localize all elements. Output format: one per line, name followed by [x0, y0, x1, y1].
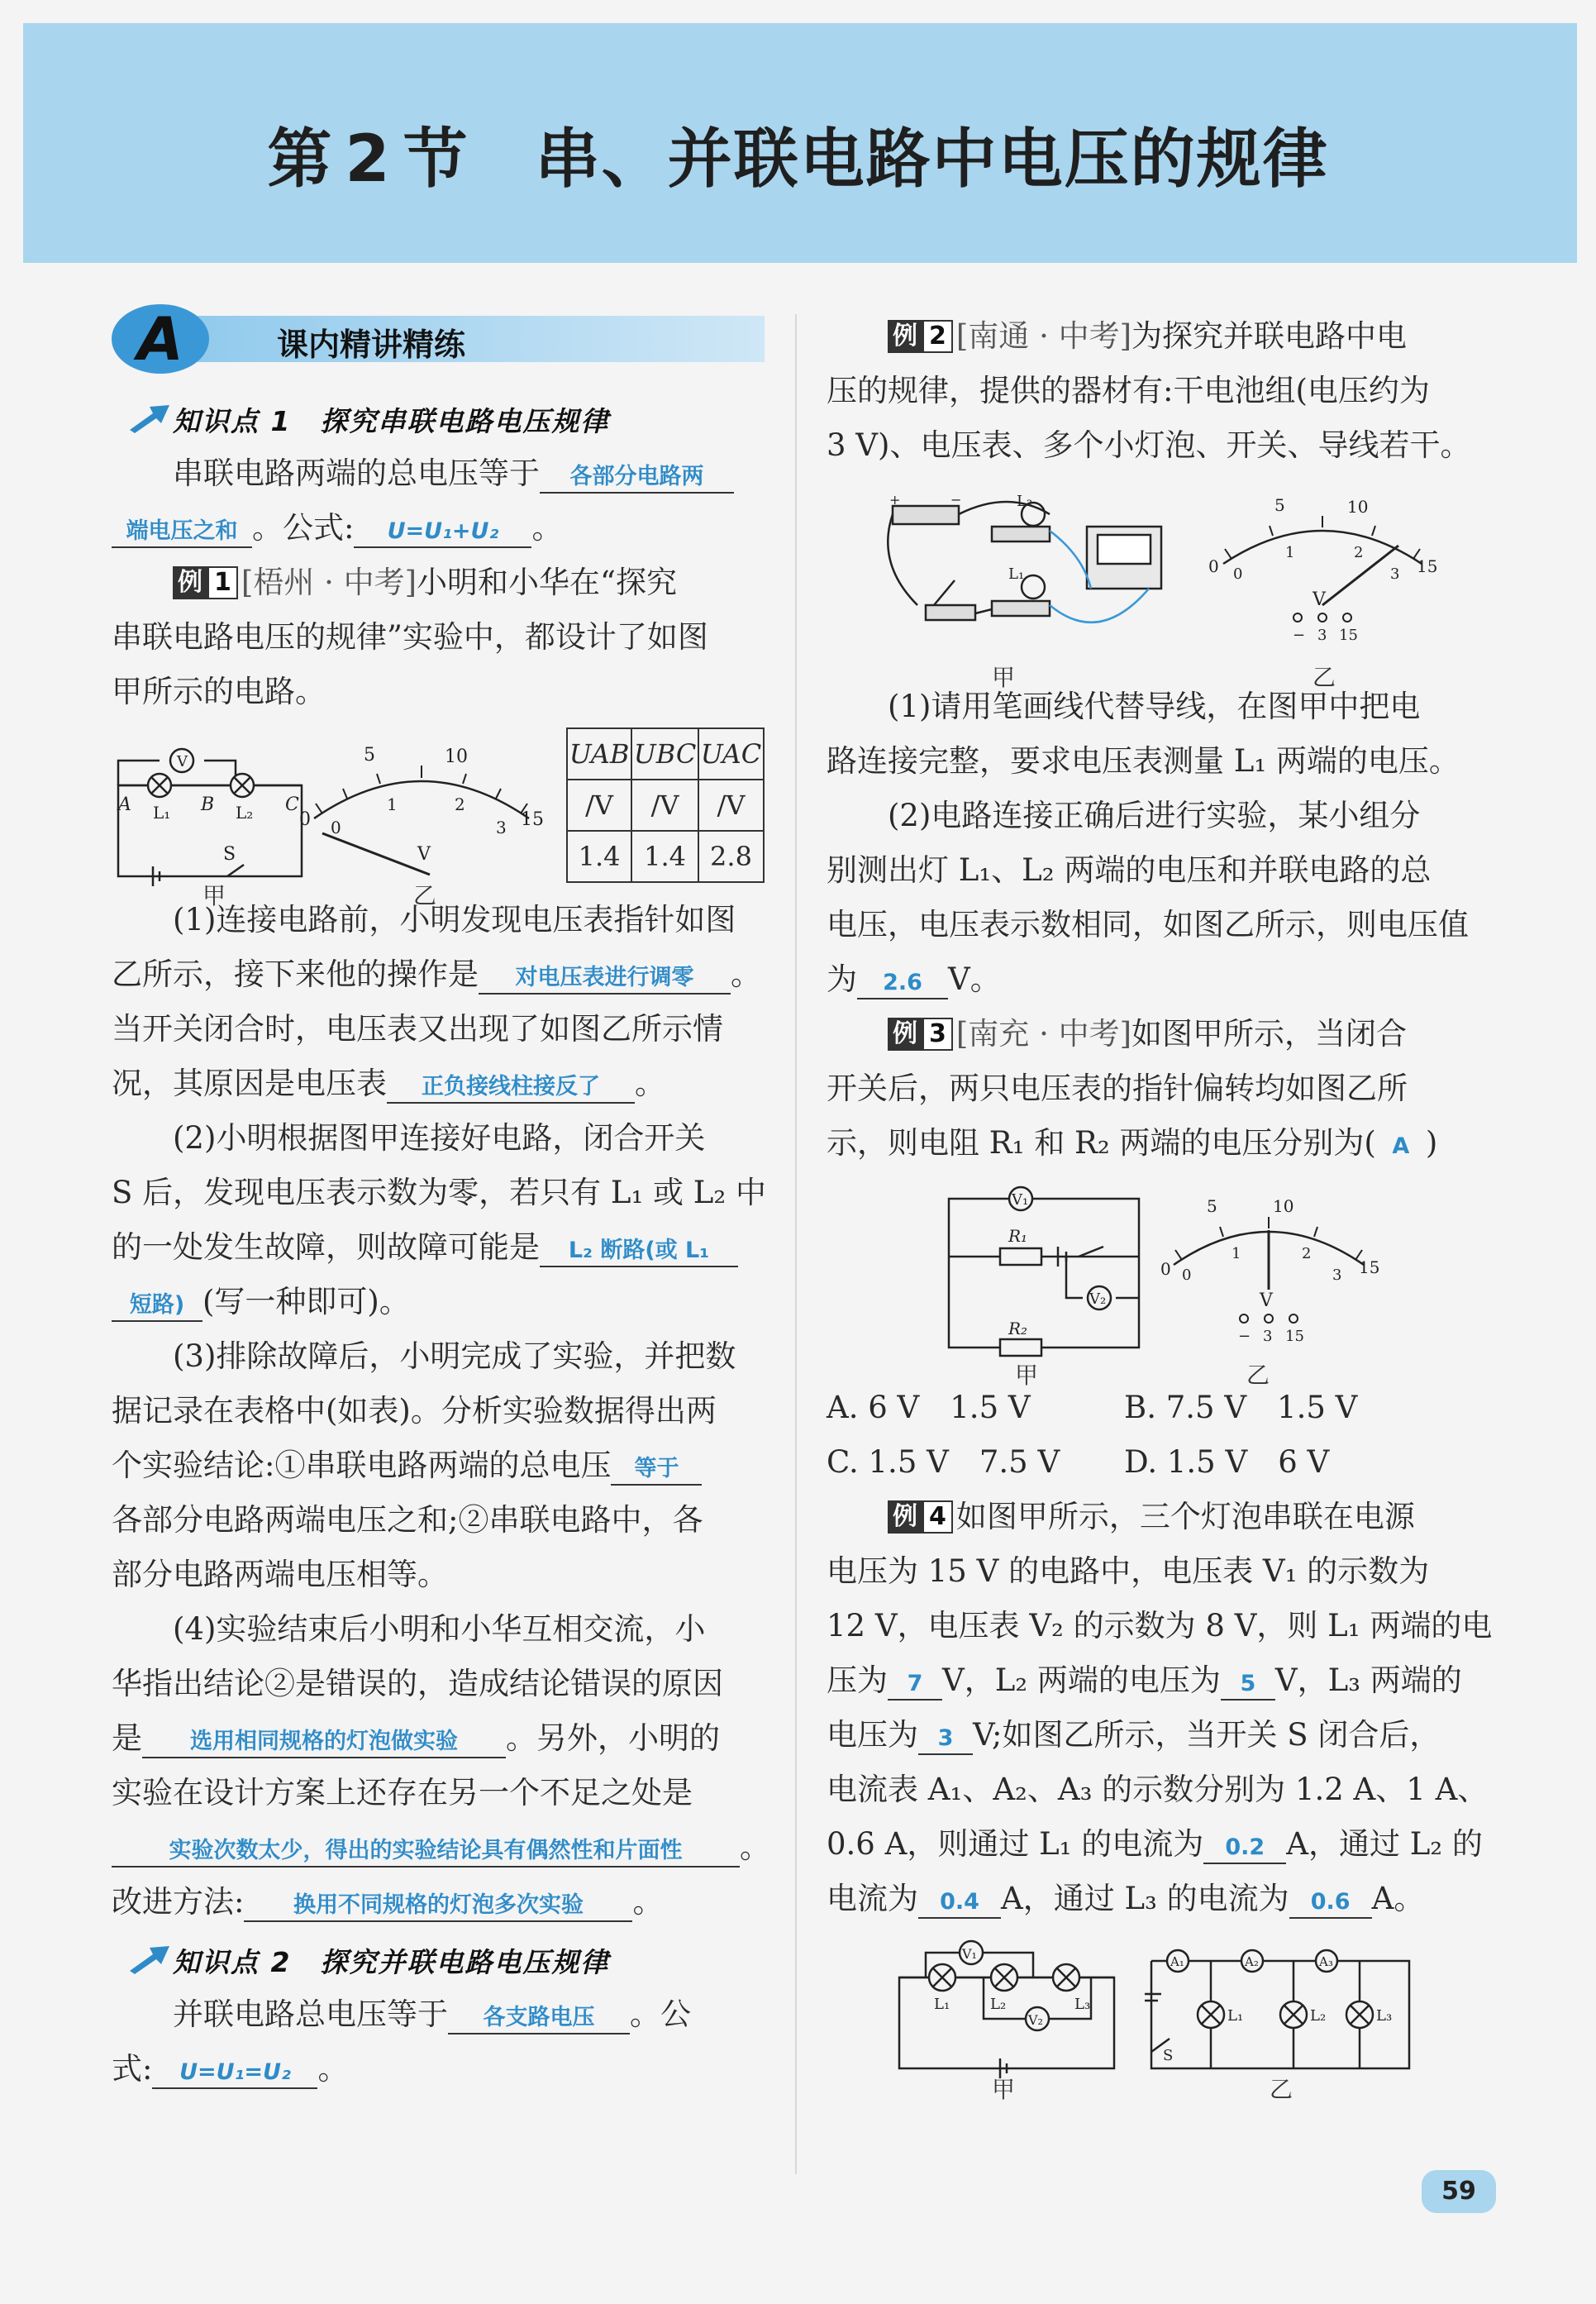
text: V;如图乙所示，当开关 S 闭合后， — [973, 1717, 1441, 1753]
svg-text:A₁: A₁ — [1170, 1954, 1184, 1969]
answer: 实验次数太少，得出的实验结论具有偶然性和片面性 — [169, 1838, 683, 1863]
text: 。 — [531, 510, 563, 546]
svg-text:V₁: V₁ — [962, 1946, 977, 1962]
text: 是 — [112, 1720, 142, 1756]
answer-blank — [387, 1069, 635, 1104]
svg-text:15: 15 — [521, 809, 544, 830]
ex4-stem-8 — [827, 1872, 1488, 1926]
svg-text:A: A — [118, 794, 131, 815]
answer-blank — [152, 2054, 317, 2089]
svg-text:15: 15 — [1339, 627, 1358, 644]
ex1-q2-line1: (2)小明根据图甲连接好电路，闭合开关 — [173, 1120, 706, 1156]
ex1-q4-line4: 实验在设计方案上还存在另一个不足之处是 — [112, 1775, 693, 1810]
text: V，L₃ 两端的 — [1274, 1662, 1462, 1698]
text: 。 — [635, 1066, 665, 1101]
answer: 5 — [1240, 1671, 1256, 1696]
svg-text:3: 3 — [1263, 1328, 1273, 1345]
voltmeter-dial — [1157, 1182, 1380, 1348]
ex4-stem-4 — [827, 1653, 1488, 1708]
svg-text:L₃: L₃ — [1074, 1996, 1091, 2013]
ex1-q4-line6 — [112, 1875, 765, 1930]
example-source: [南通 · 中考] — [955, 318, 1132, 354]
arrow-icon — [128, 1943, 171, 1976]
table-cell: 1.4 — [567, 831, 631, 882]
text: 并联电路总电压等于 — [173, 1996, 448, 2032]
left-column — [112, 298, 770, 2096]
answer: 0.6 — [1310, 1889, 1351, 1915]
knowledge-point-1-heading — [112, 389, 765, 446]
ex1-q3-line5: 部分电路两端电压相等。 — [112, 1557, 448, 1592]
text: 为 — [827, 961, 857, 997]
kp2-formula — [112, 2042, 765, 2096]
svg-text:15: 15 — [1417, 556, 1438, 576]
ex2-q1-line1: (1)请用笔画线代替导线，在图甲中把电 — [888, 689, 1421, 724]
answer-blank — [142, 1724, 506, 1758]
answer: 3 — [937, 1725, 954, 1751]
answer-blank — [857, 965, 948, 999]
text: 。 — [317, 2051, 349, 2087]
answer: U=U₁=U₂ — [179, 2059, 291, 2085]
page-title — [0, 107, 1596, 200]
example-number: 1 — [207, 566, 238, 599]
answer-blank — [918, 1720, 973, 1755]
ex2-q2-line2: 别测出灯 L₁、L₂ 两端的电压和并联电路的总 — [827, 852, 1432, 888]
svg-text:2: 2 — [1302, 1245, 1312, 1262]
text: V。 — [948, 961, 1001, 997]
svg-text:0: 0 — [299, 809, 311, 830]
answer-blank — [540, 459, 734, 494]
right-column — [827, 298, 1493, 2103]
example-tag: 例 — [888, 320, 922, 353]
ex4-stem-3: 12 V，电压表 V₂ 的示数为 8 V，则 L₁ 两端的电 — [827, 1608, 1493, 1643]
ex2-stem-3: 3 V)、电压表、多个小灯泡、开关、导线若干。 — [827, 427, 1471, 463]
example-number: 3 — [922, 1018, 953, 1051]
figure-caption: 甲 — [992, 2076, 1016, 2103]
example-number: 4 — [922, 1500, 953, 1534]
text: 式: — [112, 2051, 153, 2087]
text: A，通过 L₂ 的 — [1286, 1826, 1483, 1862]
answer-blank — [918, 1884, 1001, 1919]
ex1-q4-line5 — [112, 1820, 770, 1875]
answer: L₂ 断路(或 L₁ — [568, 1238, 710, 1263]
example-tag: 例 — [173, 566, 207, 599]
svg-text:5: 5 — [1207, 1196, 1217, 1216]
ex1-q1-line3: 当开关闭合时，电压表又出现了如图乙所示情 — [112, 1011, 723, 1047]
example-tag: 例 — [888, 1018, 922, 1051]
text: 。公式: — [252, 510, 355, 546]
example-number: 2 — [922, 320, 953, 353]
ex3-stem-1 — [827, 1007, 1488, 1061]
ex2-q2-line4 — [827, 952, 1488, 1007]
ex2-stem-1 — [827, 309, 1488, 364]
section-label: 课内精讲精练 — [277, 327, 466, 363]
table-header: UAC — [698, 728, 764, 780]
svg-text:0: 0 — [1233, 565, 1243, 583]
figure-caption: 乙 — [1270, 2076, 1293, 2103]
text: 0.6 A，则通过 L₁ 的电流为 — [827, 1826, 1204, 1862]
answer: 各部分电路两 — [569, 464, 704, 489]
answer-blank — [611, 1451, 702, 1486]
ex4-figures — [827, 1926, 1488, 2103]
table-unit: /V — [698, 780, 764, 831]
parallel-circuit-apparatus — [884, 481, 1182, 663]
text: 串联电路两端的总电压等于 — [173, 456, 540, 491]
svg-text:A₃: A₃ — [1319, 1954, 1333, 1969]
answer: 正负接线柱接反了 — [422, 1074, 600, 1100]
answer: U=U₁+U₂ — [387, 518, 499, 544]
answer: 7 — [907, 1671, 923, 1696]
svg-text:1: 1 — [1232, 1245, 1241, 1262]
answer: 对电压表进行调零 — [515, 965, 694, 990]
answer-blank — [1289, 1884, 1372, 1919]
svg-text:−: − — [1293, 627, 1306, 644]
ex1-stem-3: 甲所示的电路。 — [112, 674, 326, 709]
svg-text:V₂: V₂ — [1028, 2012, 1043, 2028]
text: 乙所示，接下来他的操作是 — [112, 956, 479, 992]
answer-blank — [244, 1887, 632, 1922]
svg-text:5: 5 — [364, 745, 375, 766]
figure-caption: 乙 — [1246, 1362, 1270, 1389]
ex3-stem-3 — [827, 1116, 1488, 1174]
option-c[interactable]: C. 1.5 V 7.5 V — [827, 1444, 1060, 1480]
svg-text:V₁: V₁ — [1012, 1191, 1029, 1209]
voltmeter-dial — [1207, 481, 1438, 646]
section-title: 串、并联电路中电压的规律 — [535, 122, 1329, 197]
svg-text:10: 10 — [1347, 497, 1369, 517]
series-circuit-diagram — [112, 727, 310, 893]
text: 个实验结论:①串联电路两端的总电压 — [112, 1448, 612, 1483]
answer-blank — [540, 1233, 738, 1267]
ex2-q2-line1: (2)电路连接正确后进行实验，某小组分 — [888, 798, 1421, 833]
svg-text:0: 0 — [1182, 1266, 1192, 1284]
svg-text:3: 3 — [1317, 627, 1327, 644]
ex1-figures — [112, 719, 765, 909]
chapter-number: 2 — [345, 122, 392, 197]
three-lamp-parallel-circuit — [1145, 1936, 1417, 2085]
ex3-options — [827, 1381, 1488, 1490]
table-cell: 2.8 — [698, 831, 764, 882]
svg-text:1: 1 — [387, 794, 398, 814]
option-b[interactable]: B. 7.5 V 1.5 V — [1124, 1390, 1358, 1425]
example-source: [南充 · 中考] — [955, 1016, 1132, 1052]
svg-text:S: S — [1163, 2047, 1174, 2064]
ex1-q1-line2 — [112, 947, 765, 1002]
ex2-q1-line2: 路连接完整，要求电压表测量 L₁ 两端的电压。 — [827, 743, 1460, 779]
text: 的一处发生故障，则故障可能是 — [112, 1229, 540, 1265]
svg-text:V₂: V₂ — [1089, 1290, 1107, 1308]
ex3-figures — [827, 1174, 1488, 1389]
voltmeter-dial-reversed — [298, 727, 545, 893]
knowledge-point-2-title: 知识点 2 探究并联电路电压规律 — [173, 1946, 610, 1978]
text: 如图甲所示，三个灯泡串联在电源 — [955, 1499, 1415, 1534]
ex1-stem-1 — [112, 556, 765, 610]
svg-text:2: 2 — [1354, 544, 1364, 561]
arrow-icon — [128, 402, 171, 435]
text: 电压为 — [827, 1717, 918, 1753]
answer: 换用不同规格的灯泡多次实验 — [293, 1892, 584, 1918]
svg-text:3: 3 — [1332, 1266, 1342, 1284]
ex3-stem-2: 开关后，两只电压表的指针偏转均如图乙所 — [827, 1071, 1408, 1106]
answer-blank — [354, 513, 531, 548]
ex4-stem-6: 电流表 A₁、A₂、A₃ 的示数分别为 1.2 A、1 A、 — [827, 1772, 1489, 1807]
answer: 0.2 — [1225, 1834, 1265, 1860]
text: 。另外，小明的 — [506, 1720, 720, 1756]
text: 。公 — [630, 1996, 691, 2032]
svg-text:R₂: R₂ — [1008, 1319, 1028, 1338]
svg-text:L₂: L₂ — [990, 1996, 1007, 2013]
answer: 端电压之和 — [126, 518, 238, 544]
answer: 等于 — [634, 1456, 679, 1481]
answer: A — [1392, 1133, 1410, 1159]
ex1-data-table — [566, 727, 765, 883]
figure-caption: 乙 — [413, 882, 437, 909]
svg-text:L₂: L₂ — [1310, 2007, 1327, 2025]
svg-text:1: 1 — [1285, 544, 1295, 561]
answer-blank — [112, 1833, 740, 1868]
text: ) — [1425, 1125, 1438, 1161]
figure-caption: 乙 — [1313, 664, 1336, 691]
text: A。 — [1371, 1881, 1425, 1916]
ex4-stem-1 — [827, 1490, 1488, 1544]
svg-text:L₂: L₂ — [236, 803, 254, 823]
svg-text:V: V — [177, 753, 188, 770]
ex1-q4-line2: 华指出结论②是错误的，造成结论错误的原因 — [112, 1666, 723, 1701]
ex1-stem-2: 串联电路电压的规律”实验中，都设计了如图 — [112, 619, 708, 655]
answer: 选用相同规格的灯泡做实验 — [190, 1729, 458, 1754]
kp2-statement — [112, 1987, 765, 2042]
text: 改进方法: — [112, 1884, 245, 1920]
ex1-q1-line1: (1)连接电路前，小明发现电压表指针如图 — [173, 902, 736, 937]
answer-blank — [1203, 1829, 1286, 1864]
svg-text:V: V — [1313, 589, 1326, 610]
option-a[interactable]: A. 6 V 1.5 V — [827, 1390, 1031, 1425]
svg-text:A₂: A₂ — [1245, 1954, 1259, 1969]
svg-text:10: 10 — [445, 747, 468, 767]
svg-text:3: 3 — [1390, 565, 1400, 583]
ex1-q2-line2: S 后，发现电压表示数为零，若只有 L₁ 或 L₂ 中 — [112, 1175, 766, 1210]
svg-text:R₁: R₁ — [1008, 1226, 1028, 1246]
text: 压为 — [827, 1662, 888, 1698]
chapter-prefix: 第 — [267, 122, 334, 197]
table-cell: 1.4 — [631, 831, 698, 882]
svg-text:C: C — [285, 794, 299, 815]
resistor-circuit-diagram — [942, 1182, 1157, 1364]
page-number: 59 — [1422, 2170, 1496, 2213]
svg-text:−: − — [1238, 1328, 1251, 1345]
text: 小明和小华在“探究 — [417, 565, 677, 600]
figure-caption: 甲 — [202, 882, 226, 909]
answer: 各支路电压 — [483, 2005, 595, 2030]
svg-text:L₁: L₁ — [1008, 565, 1025, 583]
column-divider — [795, 314, 797, 2174]
ex4-stem-2: 电压为 15 V 的电路中，电压表 V₁ 的示数为 — [827, 1553, 1430, 1589]
ex4-stem-5 — [827, 1708, 1488, 1763]
ex1-q3-line2: 据记录在表格中(如表)。分析实验数据得出两 — [112, 1393, 717, 1429]
example-tag: 例 — [888, 1500, 922, 1534]
table-unit: /V — [631, 780, 698, 831]
ex1-q1-line4 — [112, 1057, 765, 1111]
example-source: [梧州 · 中考] — [241, 565, 417, 600]
svg-text:V: V — [417, 844, 431, 865]
svg-text:2: 2 — [455, 794, 465, 814]
text: (写一种即可)。 — [202, 1284, 410, 1319]
svg-text:L₁: L₁ — [153, 803, 171, 823]
knowledge-point-1-title: 知识点 1 探究串联电路电压规律 — [173, 405, 610, 437]
section-letter: A — [112, 304, 209, 374]
text: V，L₂ 两端的电压为 — [942, 1662, 1221, 1698]
ex2-stem-2: 压的规律，提供的器材有:干电池组(电压约为 — [827, 373, 1430, 408]
text: 。 — [632, 1884, 664, 1920]
svg-text:B: B — [201, 794, 215, 815]
svg-text:15: 15 — [1359, 1257, 1380, 1277]
three-lamp-series-circuit — [893, 1936, 1124, 2085]
text: 如图甲所示，当闭合 — [1131, 1016, 1408, 1052]
option-d[interactable]: D. 1.5 V 6 V — [1124, 1444, 1330, 1480]
text: 示，则电阻 R₁ 和 R₂ 两端的电压分别为( — [827, 1125, 1376, 1161]
text: 况，其原因是电压表 — [112, 1066, 387, 1101]
ex4-stem-7 — [827, 1817, 1488, 1872]
kp1-formula — [112, 501, 765, 556]
svg-text:10: 10 — [1273, 1196, 1294, 1216]
ex1-q3-line4: 各部分电路两端电压之和;②串联电路中，各 — [112, 1502, 703, 1538]
text: 。 — [731, 956, 761, 992]
answer-blank — [479, 960, 731, 995]
svg-text:15: 15 — [1285, 1328, 1304, 1345]
answer: 2.6 — [883, 970, 922, 995]
svg-text:0: 0 — [331, 818, 341, 837]
ex1-q4-line1: (4)实验结束后小明和小华互相交流，小 — [173, 1611, 706, 1647]
svg-text:S: S — [223, 844, 236, 865]
ex1-q2-line3 — [112, 1220, 765, 1275]
figure-caption: 甲 — [992, 664, 1016, 691]
answer-blank — [448, 2000, 630, 2034]
ex1-q3-line3 — [112, 1438, 765, 1493]
svg-text:L₂: L₂ — [1017, 493, 1033, 510]
svg-text:5: 5 — [1274, 495, 1285, 515]
svg-text:L₃: L₃ — [1376, 2007, 1393, 2025]
answer: 短路) — [129, 1292, 185, 1318]
answer-blank — [112, 1287, 202, 1322]
text: 电流为 — [827, 1881, 918, 1916]
svg-text:L₁: L₁ — [1227, 2007, 1244, 2025]
ex1-q2-line4 — [112, 1275, 765, 1329]
table-header: UBC — [631, 728, 698, 780]
text: 为探究并联电路中电 — [1131, 318, 1408, 354]
section-a-header — [112, 298, 765, 389]
svg-text:0: 0 — [1160, 1259, 1171, 1279]
svg-text:−: − — [950, 492, 962, 508]
answer-blank — [112, 513, 252, 548]
text: 。 — [740, 1829, 770, 1865]
table-header: UAB — [567, 728, 631, 780]
ex2-figures — [827, 473, 1488, 691]
ex1-q3-line1: (3)排除故障后，小明完成了实验，并把数 — [173, 1338, 736, 1374]
figure-caption: 甲 — [1015, 1362, 1039, 1389]
svg-text:3: 3 — [496, 818, 507, 837]
svg-text:L₁: L₁ — [934, 1996, 950, 2013]
table-unit: /V — [567, 780, 631, 831]
kp1-statement — [112, 446, 765, 501]
ex2-q2-line3: 电压，电压表示数相同，如图乙所示，则电压值 — [827, 907, 1469, 942]
text: A，通过 L₃ 的电流为 — [1001, 1881, 1289, 1916]
svg-text:0: 0 — [1208, 556, 1219, 576]
answer-blank — [1221, 1666, 1275, 1701]
svg-text:V: V — [1260, 1290, 1273, 1311]
section-bar — [169, 316, 765, 362]
svg-text:+: + — [889, 492, 901, 508]
knowledge-point-2-heading — [112, 1930, 765, 1987]
chapter-suffix: 节 — [403, 122, 469, 197]
answer-blank — [888, 1666, 942, 1701]
ex1-q4-line3 — [112, 1711, 765, 1766]
answer: 0.4 — [940, 1889, 979, 1915]
